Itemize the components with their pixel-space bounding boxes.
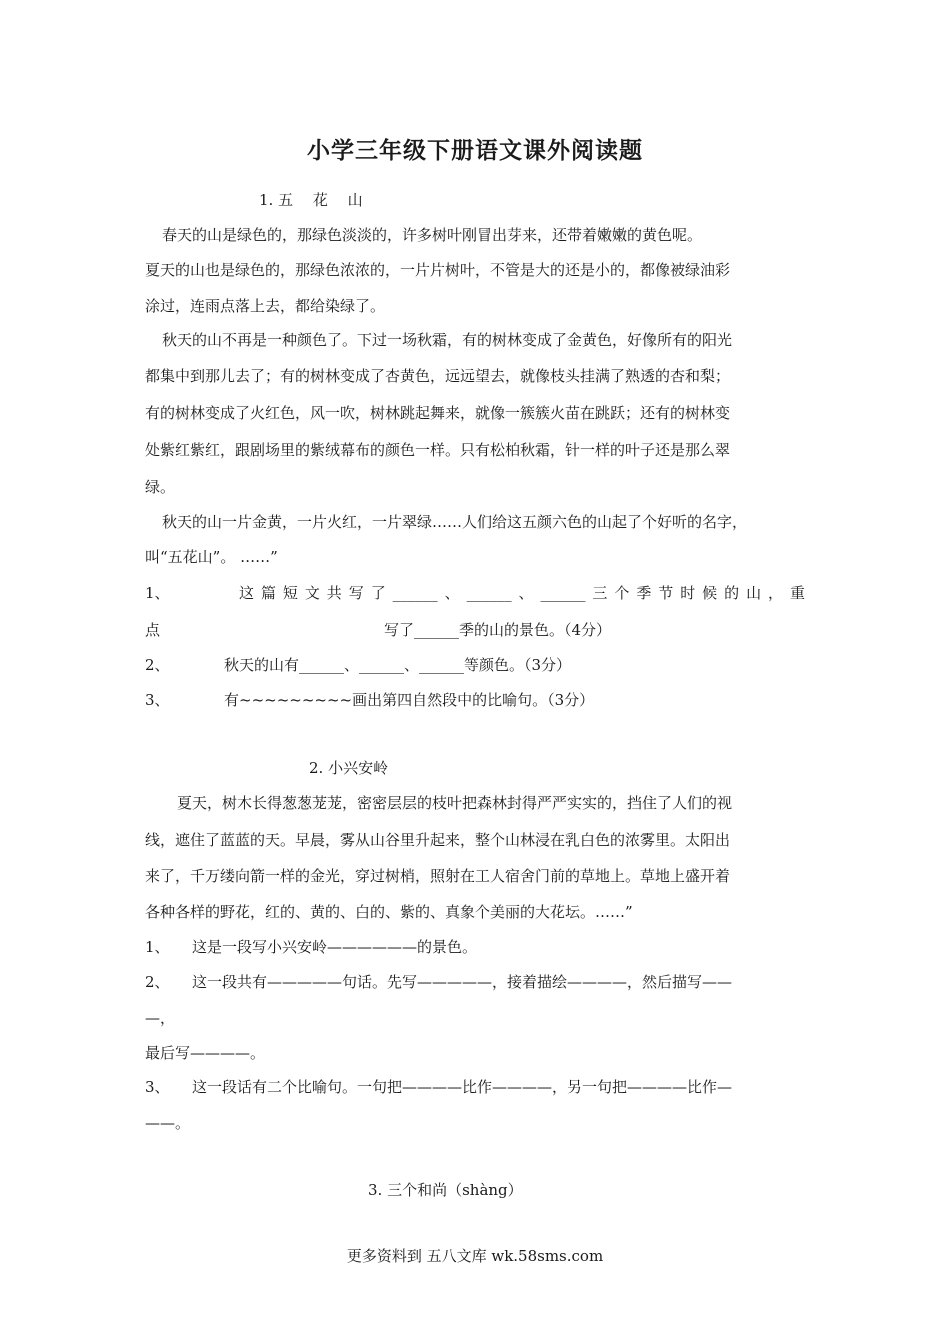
paragraph-xiaoxinganling-line: 来了，千万缕向箭一样的金光，穿过树梢，照射在工人宿舍门前的草地上。草地上盛开着 <box>145 867 731 885</box>
question-number: 3、 <box>145 691 170 709</box>
question-number: 1、 <box>145 584 170 602</box>
paragraph-summer-line: 夏天的山也是绿色的，那绿色浓浓的，一片片树叶，不管是大的还是小的，都像被绿油彩 <box>145 261 731 279</box>
section-3-heading: 3. 三个和尚（shàng） <box>368 1181 523 1199</box>
paragraph-five-color-line: 秋天的山一片金黄，一片火红，一片翠绿……人们给这五颜六色的山起了个好听的名字， <box>162 513 748 531</box>
question-2-continued: —， <box>145 1009 176 1027</box>
question-1-text: 这篇短文共写了______、______、______三个季节时候的山，重 <box>239 584 805 602</box>
question-number: 3、 <box>145 1078 170 1096</box>
paragraph-spring: 春天的山是绿色的，那绿色淡淡的，许多树叶刚冒出芽来，还带着嫩嫩的黄色呢。 <box>162 226 703 244</box>
question-2-continued: 最后写————。 <box>145 1044 266 1062</box>
question-number: 2、 <box>145 973 170 991</box>
question-1-continued: 点 <box>145 621 161 639</box>
paragraph-xiaoxinganling-line: 各种各样的野花，红的、黄的、白的、紫的、真象个美丽的大花坛。……” <box>145 903 633 921</box>
question-1-continued: 写了______季的山的景色。（4分） <box>384 621 612 639</box>
paragraph-summer-line: 涂过，连雨点落上去，都给染绿了。 <box>145 297 386 315</box>
paragraph-xiaoxinganling-line: 夏天，树木长得葱葱茏茏，密密层层的枝叶把森林封得严严实实的，挡住了人们的视 <box>177 794 733 812</box>
paragraph-autumn-line: 有的树林变成了火红色，风一吹，树林跳起舞来，就像一簇簇火苗在跳跃；还有的树林变 <box>145 404 731 422</box>
question-3-continued: ——。 <box>145 1114 191 1132</box>
section-2-heading: 2. 小兴安岭 <box>309 759 389 777</box>
paragraph-five-color-line: 叫“五花山”。 ……” <box>145 548 278 566</box>
question-number: 1、 <box>145 938 170 956</box>
question-2-text: 这一段共有—————句话。先写—————，接着描绘————，然后描写—— <box>192 973 733 991</box>
paragraph-autumn-line: 秋天的山不再是一种颜色了。下过一场秋霜，有的树林变成了金黄色，好像所有的阳光 <box>162 331 733 349</box>
question-1-text: 这是一段写小兴安岭——————的景色。 <box>192 938 478 956</box>
question-3-text: 这一段话有二个比喻句。一句把————比作————，另一句把————比作— <box>192 1078 733 1096</box>
paragraph-xiaoxinganling-line: 线，遮住了蓝蓝的天。早晨，雾从山谷里升起来，整个山林浸在乳白色的浓雾里。太阳出 <box>145 831 731 849</box>
paragraph-autumn-line: 绿。 <box>145 478 176 496</box>
question-3-text: 有~~~~~~~~~画出第四自然段中的比喻句。（3分） <box>224 691 595 709</box>
paragraph-autumn-line: 都集中到那儿去了；有的树林变成了杏黄色，远远望去，就像枝头挂满了熟透的杏和梨； <box>145 367 731 385</box>
question-number: 2、 <box>145 656 170 674</box>
footer-source: 更多资料到 五八文库 wk.58sms.com <box>346 1247 604 1265</box>
question-2-text: 秋天的山有______、______、______等颜色。（3分） <box>224 656 572 674</box>
page-title: 小学三年级下册语文课外阅读题 <box>307 137 643 164</box>
paragraph-autumn-line: 处紫红紫红，跟剧场里的紫绒幕布的颜色一样。只有松柏秋霜，针一样的叶子还是那么翠 <box>145 441 731 459</box>
section-1-heading: 1. 五 花 山 <box>259 191 363 209</box>
